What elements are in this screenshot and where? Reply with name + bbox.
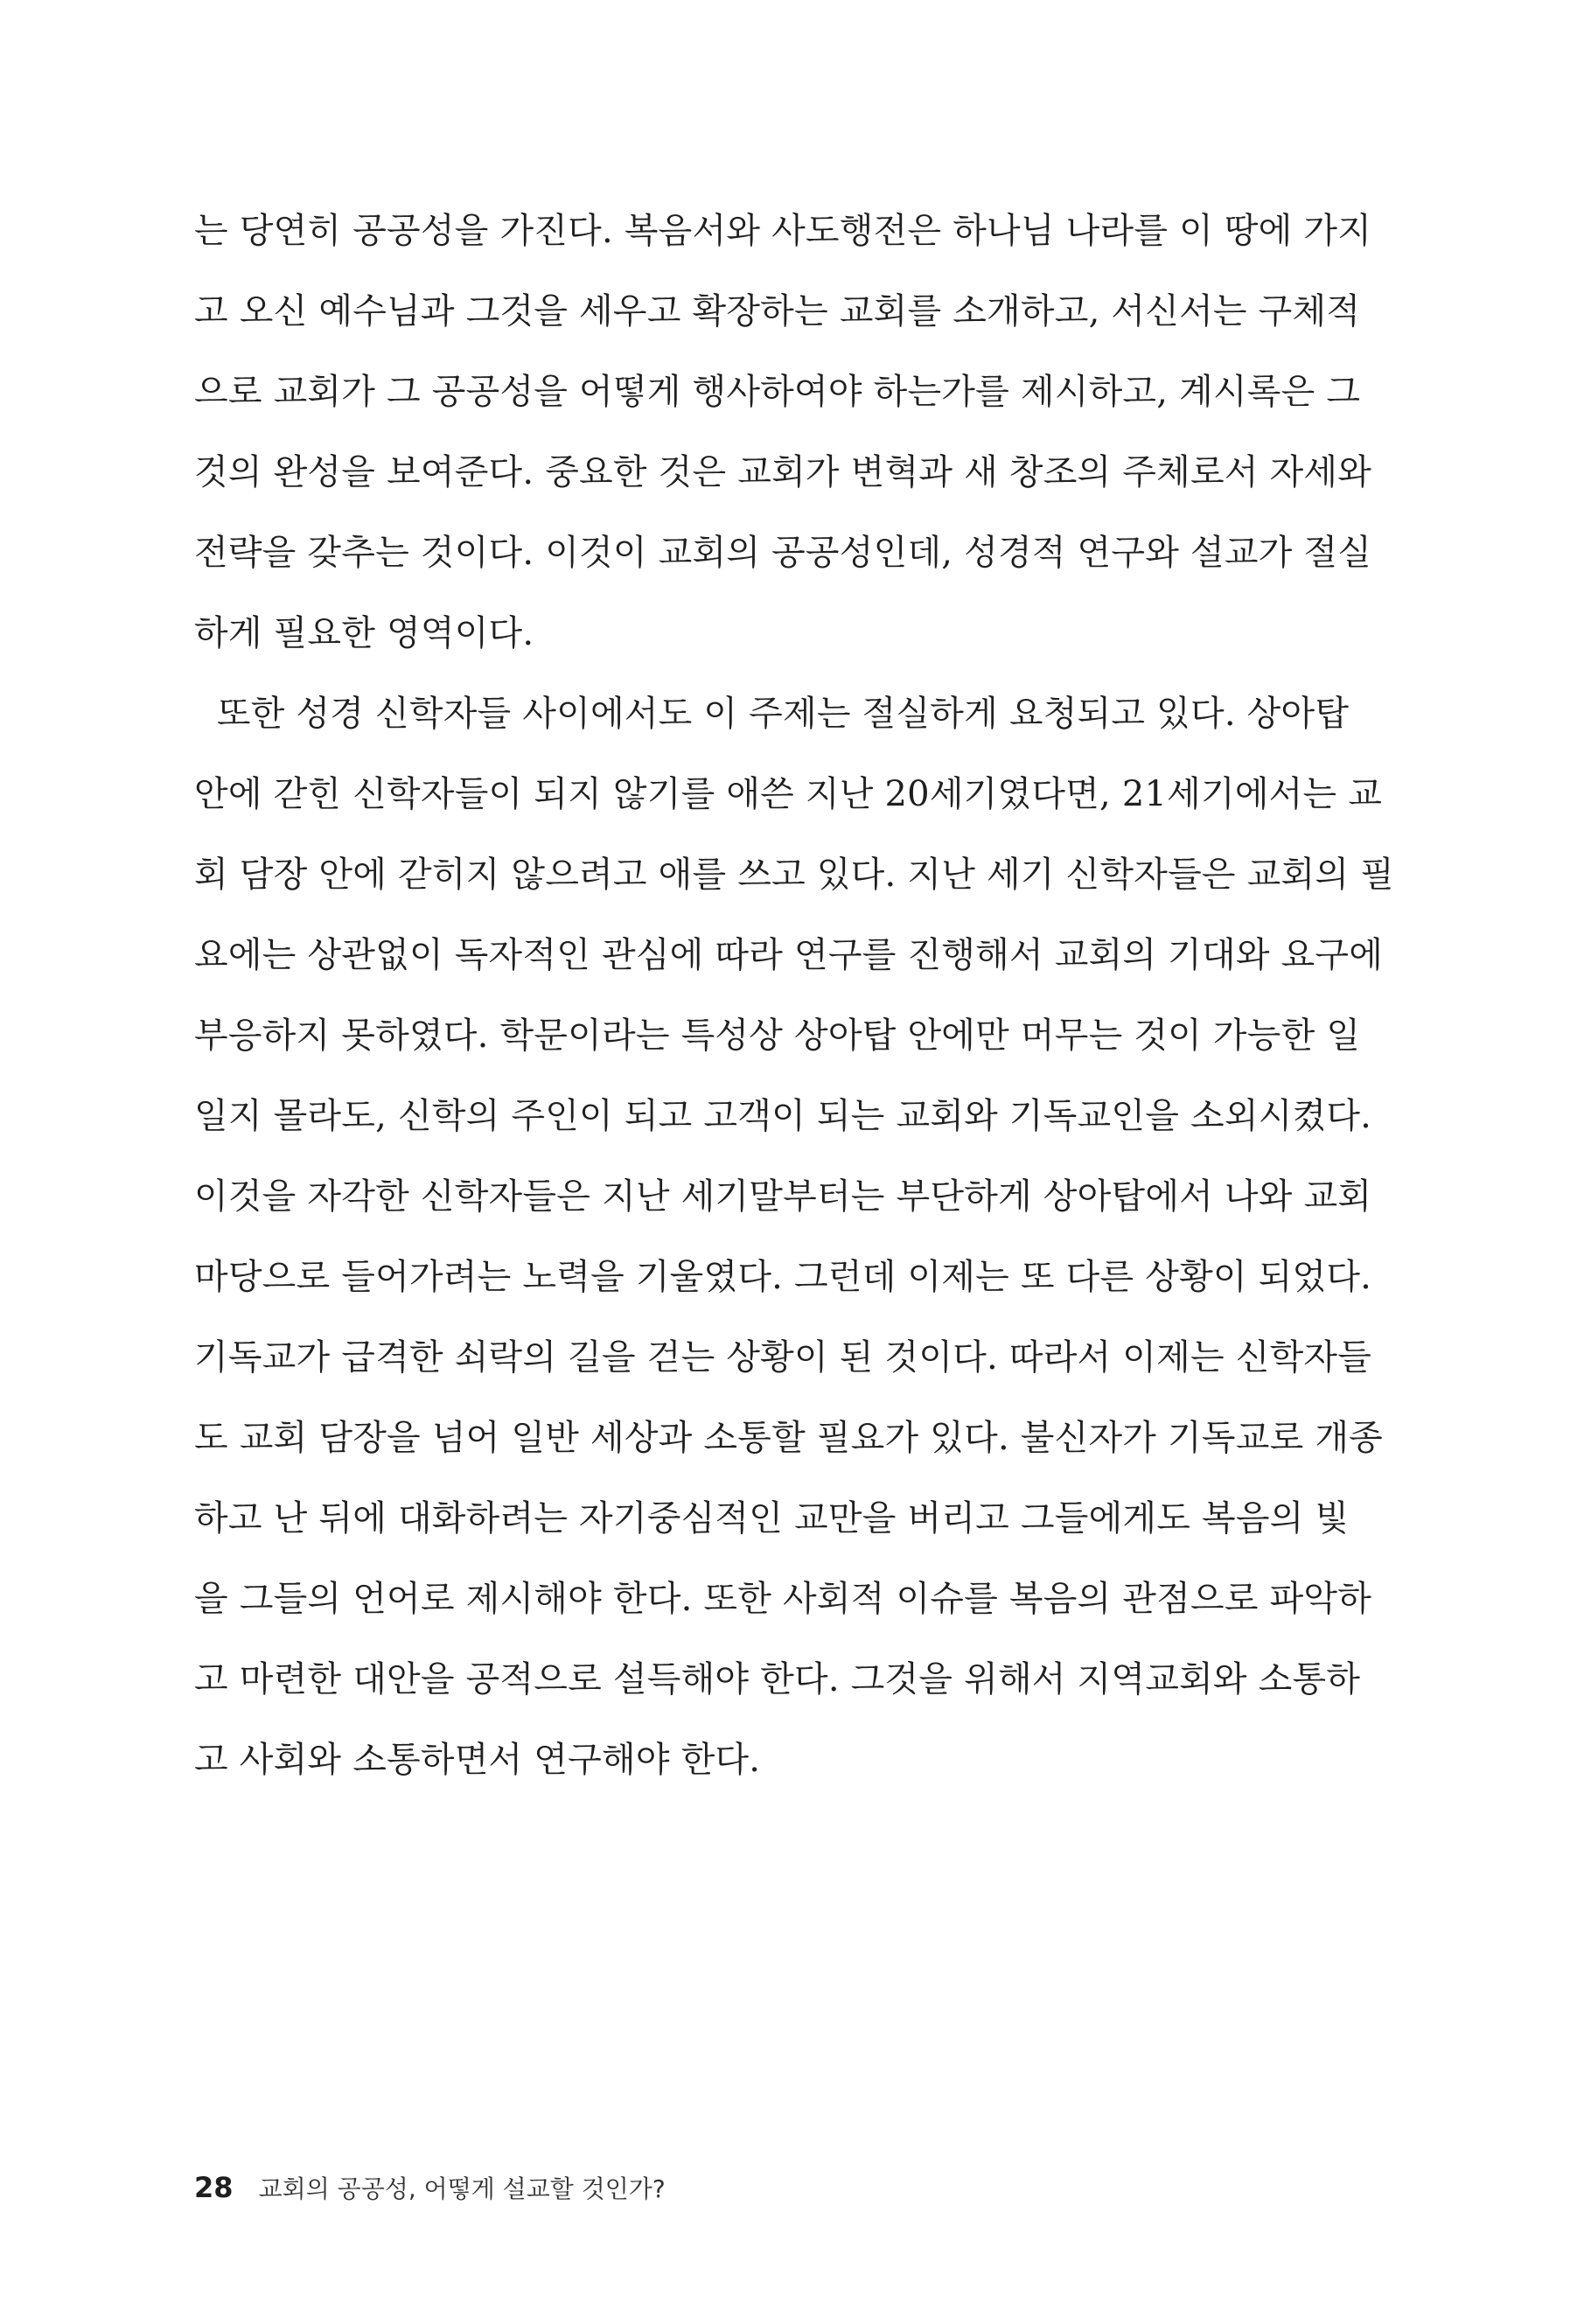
running-title: 교회의 공공성, 어떻게 설교할 것인가? — [258, 2174, 666, 2203]
text-line: 부응하지 못하였다. 학문이라는 특성상 상아탑 안에만 머무는 것이 가능한 일 — [194, 1015, 1361, 1056]
text-line: 일지 몰라도, 신학의 주인이 되고 고객이 되는 교회와 기독교인을 소외시켰다. — [194, 1096, 1372, 1136]
page-number: 28 — [194, 2171, 234, 2204]
text-line: 이것을 자각한 신학자들은 지난 세기말부터는 부단하게 상아탑에서 나와 교회 — [194, 1176, 1372, 1217]
text-line: 고 사회와 소통하면서 연구해야 한다. — [194, 1740, 761, 1780]
text-line: 마당으로 들어가려는 노력을 기울였다. 그런데 이제는 또 다른 상황이 되었다. — [194, 1257, 1372, 1297]
text-line: 으로 교회가 그 공공성을 어떻게 행사하여야 하는가를 제시하고, 계시록은 그 — [194, 372, 1361, 412]
text-line: 을 그들의 언어로 제시해야 한다. 또한 사회적 이슈를 복음의 관점으로 파악하 — [194, 1579, 1372, 1619]
text-line: 요에는 상관없이 독자적인 관심에 따라 연구를 진행해서 교회의 기대와 요구에 — [194, 935, 1384, 975]
text-line: 고 마련한 대안을 공적으로 설득해야 한다. 그것을 위해서 지역교회와 소통하 — [194, 1659, 1361, 1699]
text-line: 는 당연히 공공성을 가진다. 복음서와 사도행전은 하나님 나라를 이 땅에 가지 — [194, 211, 1372, 251]
text-line: 전략을 갖추는 것이다. 이것이 교회의 공공성인데, 성경적 연구와 설교가 절실 — [194, 533, 1372, 573]
text-line: 고 오신 예수님과 그것을 세우고 확장하는 교회를 소개하고, 서신서는 구체적 — [194, 291, 1361, 332]
text-line: 또한 성경 신학자들 사이에서도 이 주제는 절실하게 요청되고 있다. 상아탑 — [194, 694, 1350, 734]
text-line: 하게 필요한 영역이다. — [194, 613, 534, 653]
text-line: 하고 난 뒤에 대화하려는 자기중심적인 교만을 버리고 그들에게도 복음의 빛 — [194, 1498, 1350, 1539]
page-footer — [194, 2166, 666, 2209]
text-line: 회 담장 안에 갇히지 않으려고 애를 쓰고 있다. 지난 세기 신학자들은 교회의 필 — [194, 855, 1394, 895]
text-line: 기독교가 급격한 쇠락의 길을 걷는 상황이 된 것이다. 따라서 이제는 신학자들 — [194, 1337, 1372, 1378]
body-text — [194, 191, 1394, 1800]
text-line: 것의 완성을 보여준다. 중요한 것은 교회가 변혁과 새 창조의 주체로서 자세와 — [194, 452, 1372, 492]
text-line: 안에 갇힌 신학자들이 되지 않기를 애쓴 지난 20세기였다면, 21세기에서는 교 — [194, 774, 1383, 814]
text-line: 도 교회 담장을 넘어 일반 세상과 소통할 필요가 있다. 불신자가 기독교로 개종 — [194, 1418, 1384, 1458]
